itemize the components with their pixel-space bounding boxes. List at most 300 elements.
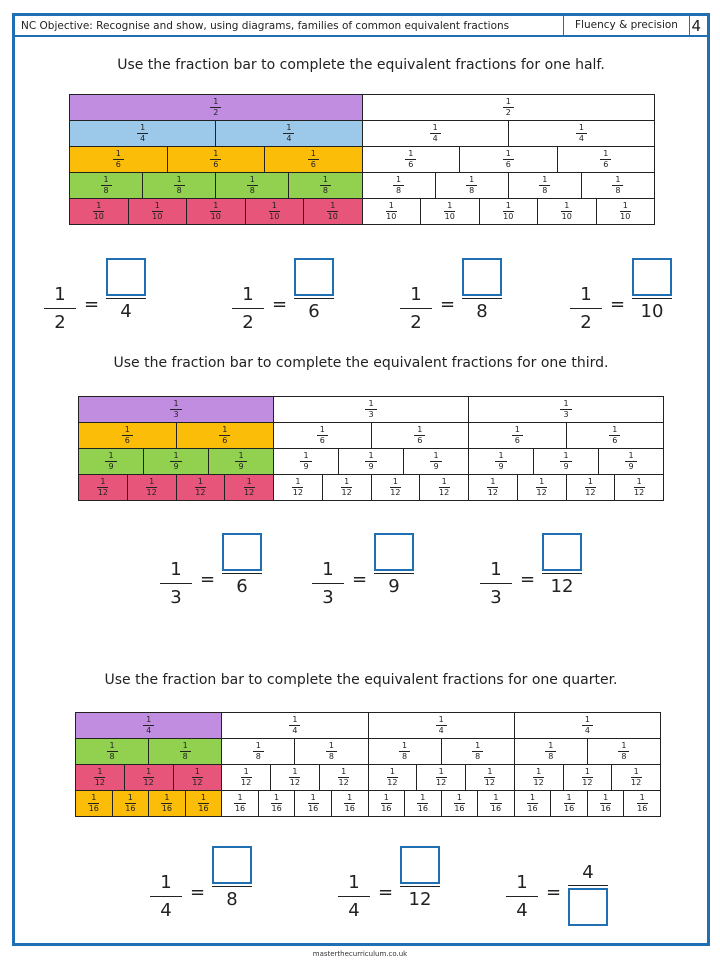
unit-numerator: 1 xyxy=(612,176,623,186)
fraction-cell-1-4 xyxy=(508,120,655,147)
unit-denominator: 16 xyxy=(234,804,246,813)
unit-numerator: 1 xyxy=(561,202,572,212)
fraction-cell-1-10 xyxy=(128,198,188,225)
fraction-cell-1-12 xyxy=(319,764,369,791)
unit-denominator: 12 xyxy=(192,778,203,787)
fraction-line xyxy=(212,886,252,887)
equivalent-fraction xyxy=(372,533,416,597)
unit-denominator: 6 xyxy=(417,436,423,445)
equivalent-fraction xyxy=(398,846,442,910)
unit-denominator: 10 xyxy=(269,212,280,221)
answer-box[interactable] xyxy=(294,258,334,296)
fraction-cell-1-6 xyxy=(459,146,558,173)
equals-sign: = xyxy=(440,294,456,315)
fraction-cell-1-3 xyxy=(78,396,274,423)
unit-denominator: 4 xyxy=(146,726,152,735)
unit-numerator: 1 xyxy=(487,478,498,488)
equals-sign: = xyxy=(200,569,216,590)
unit-numerator: 1 xyxy=(308,794,319,804)
fraction-cell-1-8 xyxy=(215,172,289,199)
unit-denominator: 8 xyxy=(621,752,627,761)
unit-denominator: 16 xyxy=(381,804,392,813)
given-denominator: 3 xyxy=(322,587,334,608)
fraction-cell-1-4 xyxy=(221,712,368,739)
equals-sign: = xyxy=(352,569,368,590)
fraction-cell-1-10 xyxy=(69,198,129,225)
fraction-line xyxy=(506,896,538,897)
unit-numerator: 1 xyxy=(405,150,416,160)
given-numerator: 1 xyxy=(160,872,172,893)
instruction-thirds: Use the fraction bar to complete the equivalent fractions for one third. xyxy=(113,355,609,371)
unit-numerator: 1 xyxy=(210,202,221,212)
fraction-cell-1-16 xyxy=(550,790,588,817)
fraction-cell-1-12 xyxy=(416,764,466,791)
unit-numerator: 1 xyxy=(545,742,556,752)
unit-numerator: 1 xyxy=(107,742,118,752)
unit-numerator: 1 xyxy=(503,202,514,212)
given-denominator: 4 xyxy=(160,900,172,921)
given-denominator: 3 xyxy=(490,587,502,608)
unit-denominator: 12 xyxy=(487,488,498,497)
fraction-cell-1-9 xyxy=(208,448,274,475)
unit-numerator: 1 xyxy=(93,202,104,212)
given-numerator: 1 xyxy=(54,284,66,305)
fraction-line xyxy=(462,298,502,299)
unit-numerator: 1 xyxy=(137,124,148,134)
fraction-wall-halves xyxy=(69,94,654,223)
unit-denominator: 3 xyxy=(173,410,179,419)
equivalent-fraction xyxy=(566,862,610,926)
fraction-cell-1-16 xyxy=(623,790,661,817)
target-denominator: 6 xyxy=(308,301,320,322)
unit-denominator: 16 xyxy=(161,804,172,813)
equivalent-fraction xyxy=(460,258,504,322)
unit-numerator: 1 xyxy=(454,794,465,804)
unit-denominator: 12 xyxy=(195,488,206,497)
given-numerator: 1 xyxy=(580,284,592,305)
fraction-cell-1-12 xyxy=(468,474,518,501)
unit-numerator: 1 xyxy=(300,452,311,462)
fraction-cell-1-8 xyxy=(368,738,442,765)
unit-numerator: 1 xyxy=(247,176,258,186)
unit-denominator: 16 xyxy=(564,804,575,813)
unit-numerator: 1 xyxy=(161,794,172,804)
unit-denominator: 8 xyxy=(328,752,334,761)
fraction-cell-1-8 xyxy=(75,738,149,765)
unit-denominator: 10 xyxy=(386,212,397,221)
unit-denominator: 8 xyxy=(396,186,402,195)
unit-denominator: 12 xyxy=(292,488,303,497)
unit-numerator: 1 xyxy=(170,452,181,462)
unit-numerator: 1 xyxy=(609,426,620,436)
given-fraction xyxy=(44,284,76,333)
fraction-line xyxy=(160,583,192,584)
fraction-cell-1-16 xyxy=(112,790,150,817)
fraction-cell-1-8 xyxy=(587,738,661,765)
fraction-line xyxy=(294,298,334,299)
equivalent-fraction xyxy=(540,533,584,597)
unit-denominator: 4 xyxy=(292,726,298,735)
unit-denominator: 4 xyxy=(578,134,584,143)
given-denominator: 4 xyxy=(348,900,360,921)
unit-denominator: 3 xyxy=(563,410,569,419)
fraction-cell-1-9 xyxy=(273,448,339,475)
unit-denominator: 12 xyxy=(241,778,252,787)
unit-denominator: 16 xyxy=(344,804,355,813)
unit-numerator: 1 xyxy=(341,478,352,488)
fraction-cell-1-16 xyxy=(148,790,186,817)
equations-thirds xyxy=(0,533,720,613)
unit-numerator: 1 xyxy=(393,176,404,186)
unit-numerator: 1 xyxy=(210,98,221,108)
unit-numerator: 1 xyxy=(484,768,495,778)
fraction-cell-1-12 xyxy=(419,474,469,501)
unit-numerator: 1 xyxy=(634,478,645,488)
unit-numerator: 1 xyxy=(271,794,282,804)
unit-denominator: 6 xyxy=(124,436,130,445)
header-bar xyxy=(15,16,707,37)
unit-denominator: 6 xyxy=(115,160,121,169)
page-number: 4 xyxy=(691,17,701,35)
fraction-cell-1-10 xyxy=(479,198,539,225)
given-numerator: 1 xyxy=(242,284,254,305)
unit-denominator: 12 xyxy=(338,778,349,787)
fraction-cell-1-8 xyxy=(362,172,436,199)
fraction-cell-1-12 xyxy=(221,764,271,791)
unit-numerator: 1 xyxy=(539,176,550,186)
unit-numerator: 1 xyxy=(170,400,181,410)
fraction-cell-1-12 xyxy=(75,764,125,791)
fraction-line xyxy=(44,308,76,309)
fraction-cell-1-3 xyxy=(273,396,469,423)
unit-numerator: 1 xyxy=(430,452,441,462)
unit-numerator: 1 xyxy=(320,176,331,186)
unit-denominator: 12 xyxy=(143,778,154,787)
equals-sign: = xyxy=(84,294,100,315)
fraction-cell-1-4 xyxy=(362,120,509,147)
unit-denominator: 10 xyxy=(620,212,631,221)
equals-sign: = xyxy=(610,294,626,315)
fraction-cell-1-6 xyxy=(557,146,656,173)
unit-denominator: 16 xyxy=(271,804,282,813)
fraction-cell-1-8 xyxy=(294,738,368,765)
fraction-cell-1-4 xyxy=(514,712,661,739)
unit-numerator: 1 xyxy=(637,794,648,804)
unit-numerator: 1 xyxy=(430,124,441,134)
fraction-cell-1-9 xyxy=(598,448,664,475)
fraction-line xyxy=(374,573,414,574)
unit-denominator: 10 xyxy=(327,212,338,221)
fraction-cell-1-9 xyxy=(78,448,144,475)
unit-numerator: 1 xyxy=(390,478,401,488)
unit-numerator: 1 xyxy=(292,478,303,488)
unit-numerator: 1 xyxy=(533,768,544,778)
fraction-cell-1-16 xyxy=(258,790,296,817)
unit-denominator: 12 xyxy=(341,488,352,497)
unit-numerator: 1 xyxy=(527,794,538,804)
given-denominator: 2 xyxy=(242,312,254,333)
answer-box[interactable] xyxy=(568,888,608,926)
answer-box[interactable] xyxy=(542,533,582,571)
unit-numerator: 1 xyxy=(386,202,397,212)
fraction-cell-1-10 xyxy=(303,198,363,225)
fraction-line xyxy=(338,896,370,897)
target-denominator: 9 xyxy=(388,576,400,597)
fraction-cell-1-16 xyxy=(477,790,515,817)
unit-denominator: 8 xyxy=(542,186,548,195)
answer-box[interactable] xyxy=(400,846,440,884)
fraction-cell-1-9 xyxy=(403,448,469,475)
fraction-cell-1-8 xyxy=(435,172,509,199)
fraction-cell-1-6 xyxy=(371,422,470,449)
unit-denominator: 4 xyxy=(584,726,590,735)
unit-numerator: 1 xyxy=(417,794,428,804)
unit-numerator: 1 xyxy=(631,768,642,778)
unit-denominator: 8 xyxy=(249,186,255,195)
unit-denominator: 9 xyxy=(498,462,504,471)
unit-numerator: 1 xyxy=(503,98,514,108)
fraction-cell-1-6 xyxy=(273,422,372,449)
unit-numerator: 1 xyxy=(289,768,300,778)
unit-numerator: 1 xyxy=(152,202,163,212)
fraction-line xyxy=(150,896,182,897)
equivalent-fraction xyxy=(210,846,254,910)
fraction-cell-1-8 xyxy=(581,172,655,199)
given-denominator: 4 xyxy=(516,900,528,921)
unit-numerator: 1 xyxy=(560,400,571,410)
fraction-cell-1-16 xyxy=(514,790,552,817)
fraction-cell-1-6 xyxy=(69,146,168,173)
unit-denominator: 8 xyxy=(402,752,408,761)
given-denominator: 2 xyxy=(410,312,422,333)
fraction-cell-1-2 xyxy=(362,94,656,121)
unit-numerator: 1 xyxy=(101,176,112,186)
unit-numerator: 1 xyxy=(490,794,501,804)
fraction-cell-1-6 xyxy=(78,422,177,449)
unit-numerator: 1 xyxy=(88,794,99,804)
unit-denominator: 2 xyxy=(505,108,511,117)
unit-denominator: 6 xyxy=(310,160,316,169)
unit-numerator: 1 xyxy=(381,794,392,804)
fraction-cell-1-10 xyxy=(362,198,422,225)
unit-denominator: 12 xyxy=(146,488,157,497)
unit-denominator: 8 xyxy=(176,186,182,195)
unit-numerator: 1 xyxy=(244,478,255,488)
answer-box[interactable] xyxy=(106,258,146,296)
unit-denominator: 16 xyxy=(527,804,538,813)
given-numerator: 1 xyxy=(490,559,502,580)
unit-denominator: 6 xyxy=(319,436,325,445)
answer-box[interactable] xyxy=(374,533,414,571)
unit-numerator: 1 xyxy=(253,742,264,752)
unit-numerator: 1 xyxy=(512,426,523,436)
unit-numerator: 1 xyxy=(439,478,450,488)
unit-numerator: 1 xyxy=(503,150,514,160)
given-denominator: 3 xyxy=(170,587,182,608)
unit-denominator: 10 xyxy=(561,212,572,221)
unit-denominator: 8 xyxy=(615,186,621,195)
unit-numerator: 1 xyxy=(444,202,455,212)
unit-numerator: 1 xyxy=(365,452,376,462)
unit-denominator: 6 xyxy=(213,160,219,169)
unit-numerator: 1 xyxy=(234,794,245,804)
fraction-cell-1-10 xyxy=(596,198,656,225)
unit-denominator: 12 xyxy=(244,488,255,497)
unit-numerator: 1 xyxy=(174,176,185,186)
given-denominator: 2 xyxy=(54,312,66,333)
fraction-cell-1-16 xyxy=(441,790,479,817)
fraction-line xyxy=(568,885,608,886)
unit-numerator: 1 xyxy=(235,452,246,462)
unit-numerator: 1 xyxy=(344,794,355,804)
unit-numerator: 1 xyxy=(97,478,108,488)
given-fraction xyxy=(480,559,512,608)
unit-denominator: 8 xyxy=(255,752,261,761)
unit-numerator: 1 xyxy=(338,768,349,778)
equals-sign: = xyxy=(190,882,206,903)
unit-denominator: 16 xyxy=(600,804,611,813)
fraction-line xyxy=(400,886,440,887)
footer-url: masterthecurriculum.co.uk xyxy=(312,950,408,958)
unit-denominator: 16 xyxy=(454,804,465,813)
unit-numerator: 1 xyxy=(585,478,596,488)
unit-numerator: 1 xyxy=(564,794,575,804)
fraction-cell-1-8 xyxy=(221,738,295,765)
fraction-cell-1-16 xyxy=(185,790,223,817)
unit-denominator: 16 xyxy=(637,804,648,813)
fraction-cell-1-16 xyxy=(75,790,113,817)
unit-denominator: 9 xyxy=(303,462,309,471)
equals-sign: = xyxy=(520,569,536,590)
unit-denominator: 10 xyxy=(152,212,163,221)
fraction-cell-1-4 xyxy=(215,120,362,147)
fraction-cell-1-12 xyxy=(614,474,664,501)
unit-denominator: 6 xyxy=(222,436,228,445)
unit-numerator: 1 xyxy=(536,478,547,488)
fraction-line xyxy=(232,308,264,309)
fraction-cell-1-8 xyxy=(142,172,216,199)
unit-denominator: 12 xyxy=(97,488,108,497)
given-fraction xyxy=(338,872,370,921)
unit-numerator: 1 xyxy=(326,742,337,752)
fraction-cell-1-10 xyxy=(420,198,480,225)
fraction-cell-1-16 xyxy=(587,790,625,817)
unit-numerator: 1 xyxy=(560,452,571,462)
fraction-cell-1-6 xyxy=(167,146,266,173)
unit-denominator: 12 xyxy=(536,488,547,497)
unit-denominator: 9 xyxy=(628,462,634,471)
unit-denominator: 16 xyxy=(198,804,209,813)
fraction-cell-1-8 xyxy=(508,172,582,199)
unit-denominator: 12 xyxy=(634,488,645,497)
fraction-cell-1-12 xyxy=(78,474,128,501)
unit-denominator: 9 xyxy=(563,462,569,471)
unit-numerator: 1 xyxy=(436,768,447,778)
fraction-cell-1-16 xyxy=(294,790,332,817)
unit-denominator: 3 xyxy=(368,410,374,419)
unit-denominator: 9 xyxy=(173,462,179,471)
unit-numerator: 1 xyxy=(113,150,124,160)
unit-numerator: 1 xyxy=(582,716,593,726)
unit-denominator: 10 xyxy=(444,212,455,221)
fraction-cell-1-6 xyxy=(566,422,665,449)
unit-denominator: 12 xyxy=(533,778,544,787)
fraction-line xyxy=(570,308,602,309)
fraction-cell-1-10 xyxy=(245,198,305,225)
unit-denominator: 8 xyxy=(103,186,109,195)
unit-numerator: 1 xyxy=(195,478,206,488)
unit-denominator: 12 xyxy=(387,778,398,787)
fraction-cell-1-12 xyxy=(368,764,418,791)
target-denominator: 10 xyxy=(640,301,664,322)
answer-box[interactable] xyxy=(462,258,502,296)
unit-numerator: 1 xyxy=(105,452,116,462)
fraction-cell-1-10 xyxy=(537,198,597,225)
target-denominator: 12 xyxy=(408,889,432,910)
answer-box[interactable] xyxy=(212,846,252,884)
answer-box[interactable] xyxy=(222,533,262,571)
unit-numerator: 1 xyxy=(241,768,252,778)
unit-denominator: 9 xyxy=(433,462,439,471)
fraction-cell-1-12 xyxy=(322,474,372,501)
fraction-line xyxy=(542,573,582,574)
fraction-wall-quarters xyxy=(75,712,660,816)
given-fraction xyxy=(160,559,192,608)
unit-numerator: 1 xyxy=(146,478,157,488)
unit-numerator: 1 xyxy=(94,768,105,778)
unit-numerator: 1 xyxy=(122,426,133,436)
unit-denominator: 8 xyxy=(475,752,481,761)
unit-numerator: 1 xyxy=(399,742,410,752)
given-numerator: 1 xyxy=(410,284,422,305)
unit-numerator: 1 xyxy=(576,124,587,134)
fraction-line xyxy=(632,298,672,299)
unit-denominator: 6 xyxy=(603,160,609,169)
unit-denominator: 10 xyxy=(210,212,221,221)
fraction-cell-1-12 xyxy=(563,764,613,791)
unit-denominator: 16 xyxy=(125,804,136,813)
fraction-cell-1-12 xyxy=(127,474,177,501)
unit-denominator: 4 xyxy=(140,134,146,143)
fraction-cell-1-16 xyxy=(221,790,259,817)
unit-numerator: 1 xyxy=(192,768,203,778)
fraction-line xyxy=(222,573,262,574)
fraction-cell-1-16 xyxy=(368,790,406,817)
target-numerator: 4 xyxy=(582,862,594,883)
unit-denominator: 6 xyxy=(408,160,414,169)
equivalent-fraction xyxy=(292,258,336,322)
target-denominator: 6 xyxy=(236,576,248,597)
given-numerator: 1 xyxy=(322,559,334,580)
answer-box[interactable] xyxy=(632,258,672,296)
instruction-quarters: Use the fraction bar to complete the equivalent fractions for one quarter. xyxy=(104,672,618,688)
fraction-cell-1-9 xyxy=(338,448,404,475)
unit-denominator: 8 xyxy=(182,752,188,761)
given-denominator: 2 xyxy=(580,312,592,333)
unit-denominator: 12 xyxy=(436,778,447,787)
unit-numerator: 1 xyxy=(317,426,328,436)
target-denominator: 12 xyxy=(550,576,574,597)
unit-denominator: 6 xyxy=(505,160,511,169)
unit-numerator: 1 xyxy=(414,426,425,436)
fraction-cell-1-12 xyxy=(176,474,226,501)
fraction-cell-1-9 xyxy=(143,448,209,475)
unit-numerator: 1 xyxy=(600,794,611,804)
unit-numerator: 1 xyxy=(308,150,319,160)
equals-sign: = xyxy=(546,882,562,903)
fraction-cell-1-12 xyxy=(224,474,274,501)
equations-halves xyxy=(0,258,720,338)
